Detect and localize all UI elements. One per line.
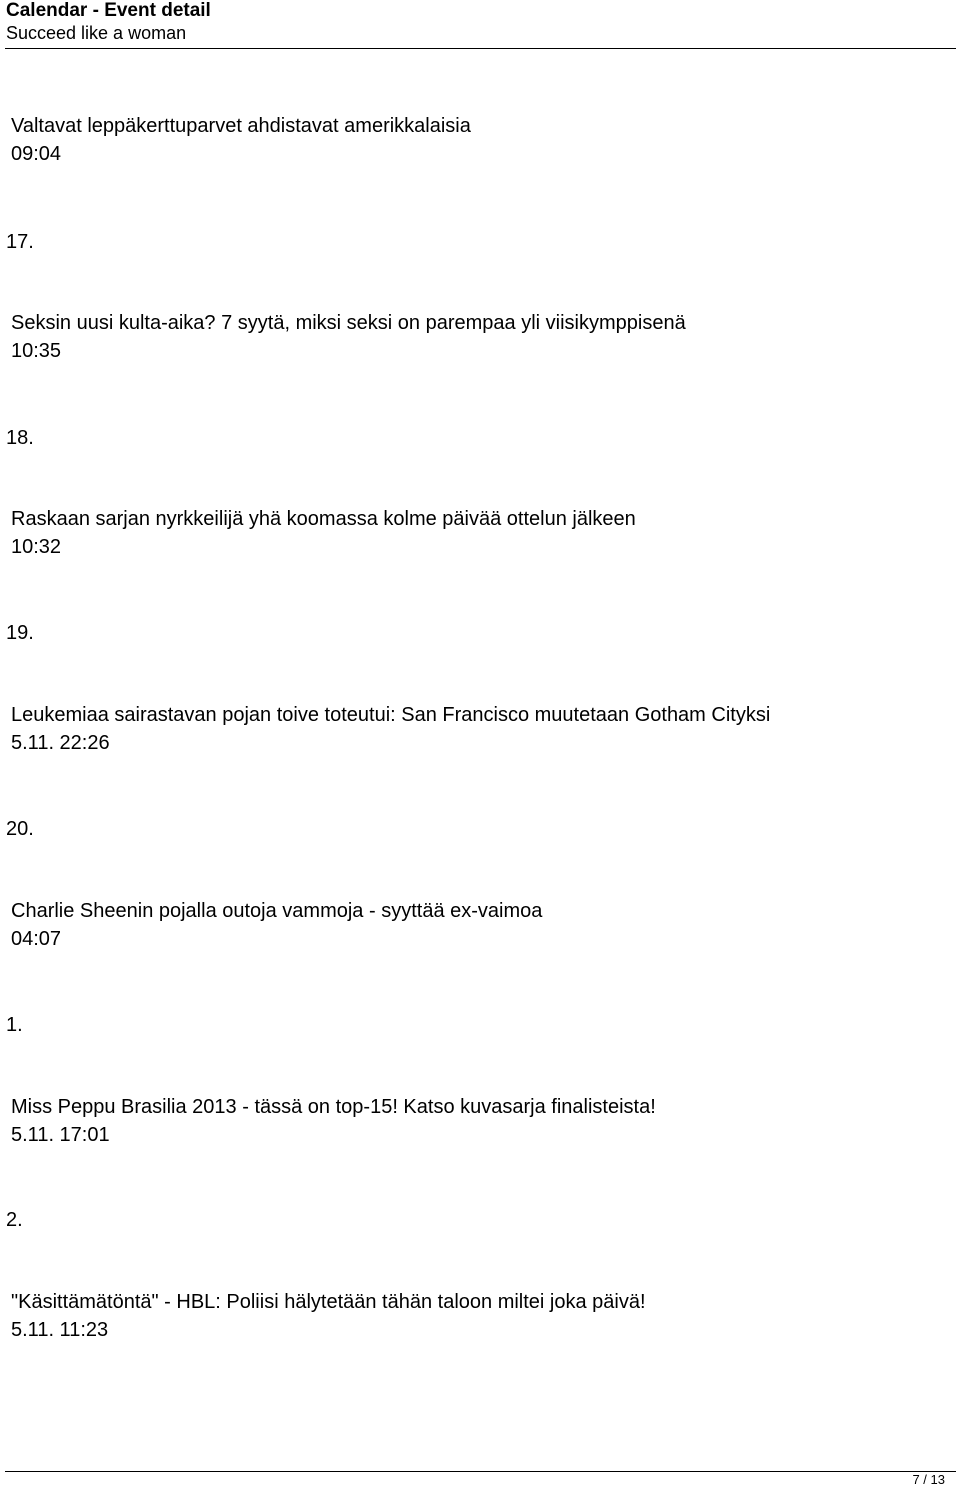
news-item-time: 09:04 — [11, 143, 62, 165]
news-item[interactable] — [11, 1095, 951, 1147]
news-item[interactable] — [11, 703, 951, 755]
news-item-time: 10:32 — [11, 536, 62, 558]
news-item-title[interactable]: Raskaan sarjan nyrkkeilijä yhä koomassa kolme päivää ottelun jälkeen — [11, 508, 636, 530]
news-item-time: 5.11. 11:23 — [11, 1319, 109, 1341]
footer-divider — [5, 1471, 956, 1472]
news-item-title[interactable]: Seksin uusi kulta-aika? 7 syytä, miksi seksi on parempaa yli viisikymppisenä — [11, 312, 686, 334]
news-item[interactable] — [11, 899, 951, 951]
news-item-title[interactable]: "Käsittämätöntä" - HBL: Poliisi hälytetään tähän taloon miltei joka päivä! — [11, 1291, 646, 1313]
page-title: Calendar - Event detail — [6, 0, 211, 21]
news-item-title[interactable]: Charlie Sheenin pojalla outoja vammoja - syyttää ex-vaimoa — [11, 900, 543, 922]
news-item[interactable] — [11, 1290, 951, 1342]
news-rank: 17. — [6, 231, 34, 253]
news-item[interactable] — [11, 311, 951, 363]
news-item-time: 10:35 — [11, 340, 62, 362]
news-item-time: 5.11. 22:26 — [11, 732, 110, 754]
news-rank: 2. — [6, 1209, 23, 1231]
news-item-time: 5.11. 17:01 — [11, 1124, 110, 1146]
news-item-title[interactable]: Miss Peppu Brasilia 2013 - tässä on top-15! Katso kuvasarja finalisteista! — [11, 1096, 656, 1118]
news-item-title[interactable]: Valtavat leppäkerttuparvet ahdistavat amerikkalaisia — [11, 115, 471, 137]
page-number: 7 / 13 — [912, 1472, 945, 1487]
news-rank: 20. — [6, 818, 34, 840]
news-item-time: 04:07 — [11, 928, 62, 950]
news-item-title[interactable]: Leukemiaa sairastavan pojan toive toteutui: San Francisco muutetaan Gotham Cityksi — [11, 704, 771, 726]
header-divider — [5, 48, 956, 49]
page-subtitle: Succeed like a woman — [6, 23, 187, 43]
news-rank: 1. — [6, 1014, 23, 1036]
news-item[interactable] — [11, 507, 951, 559]
page-header — [6, 0, 956, 44]
news-rank: 19. — [6, 622, 34, 644]
news-rank: 18. — [6, 427, 34, 449]
news-item[interactable] — [11, 114, 951, 166]
